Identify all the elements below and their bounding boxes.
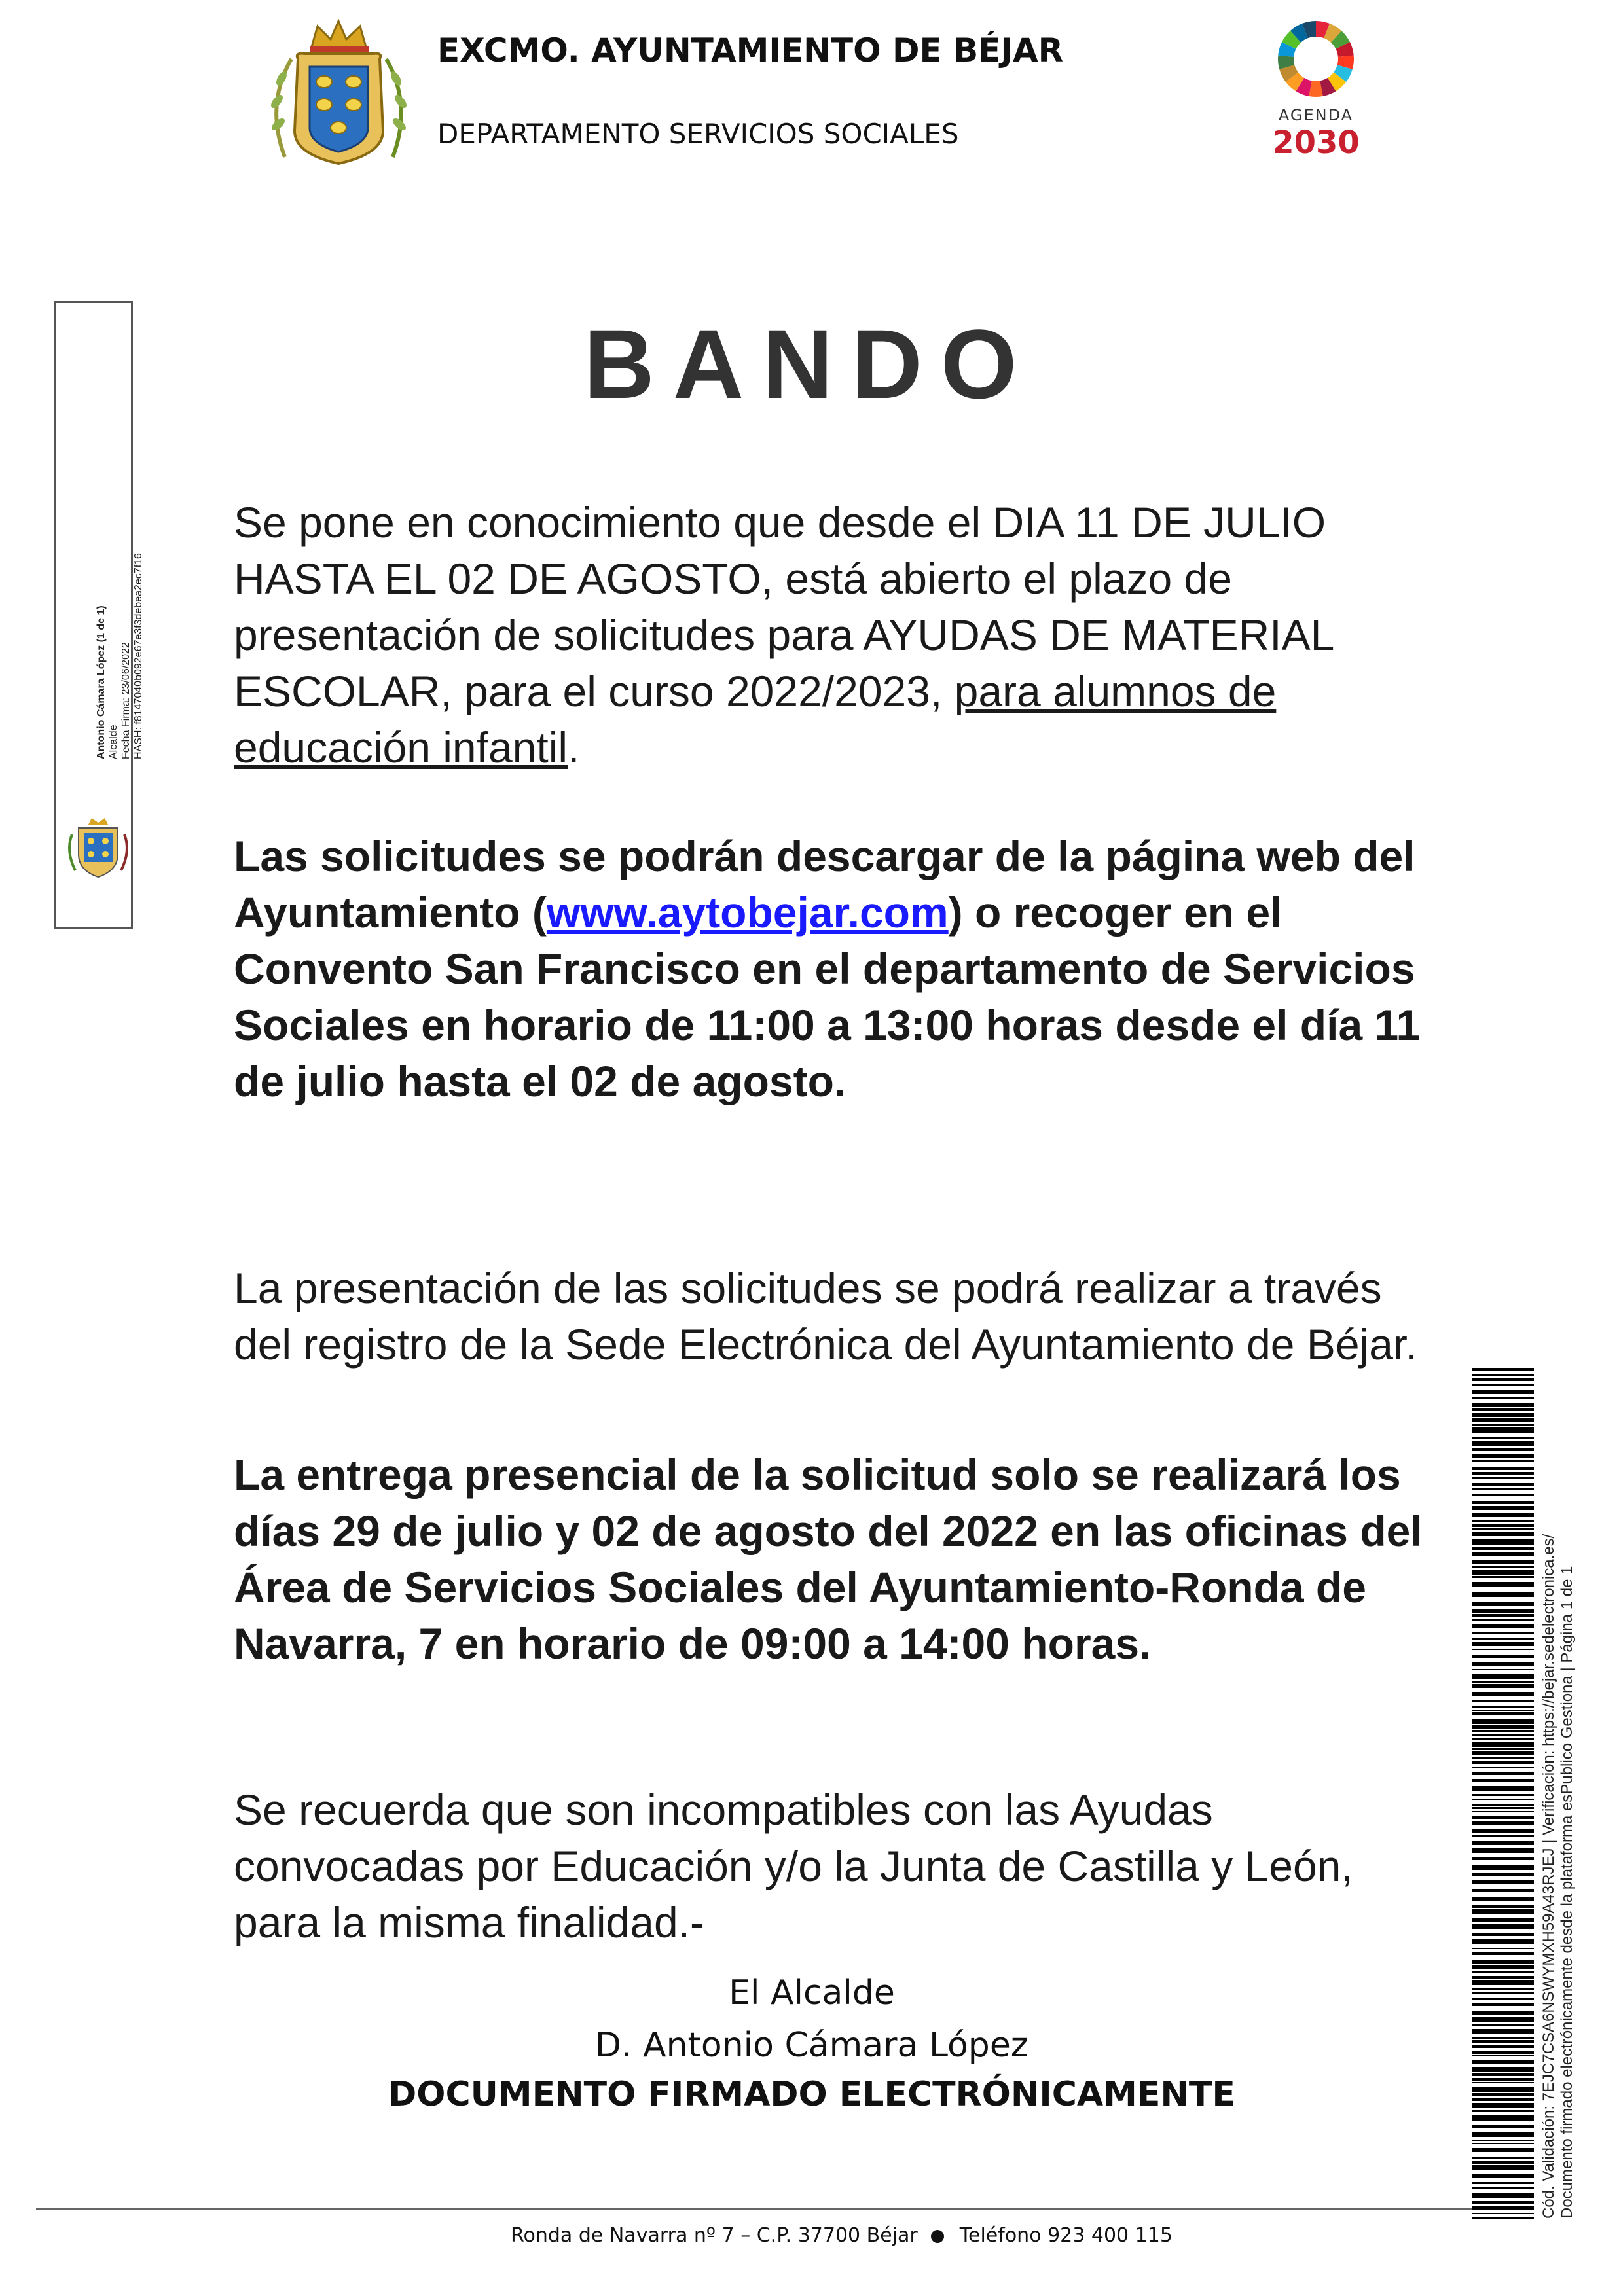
barcode-bar	[1472, 1905, 1534, 1908]
barcode-bar	[1472, 2165, 1534, 2170]
barcode-bar	[1472, 1528, 1534, 1530]
barcode-bar	[1472, 2055, 1534, 2056]
barcode-bar	[1472, 1725, 1534, 1729]
barcode-bar	[1472, 1873, 1534, 1876]
barcode-bar	[1472, 2193, 1534, 2198]
barcode-bar	[1472, 1448, 1534, 1451]
signature-crest-icon	[62, 815, 134, 880]
barcode-bar	[1472, 1662, 1534, 1666]
barcode-bar	[1472, 2073, 1534, 2076]
barcode-bar	[1472, 1761, 1534, 1764]
download-text-end: ) o recoger en el Convento San Francisco en el departamento de Servicios Sociales en horario de 11:00 a 13:00 horas desde el día 11 de julio hasta el 02 de agosto.	[234, 888, 1421, 1105]
barcode-bar	[1472, 2132, 1534, 2137]
barcode-bar	[1472, 1841, 1534, 1845]
agenda-2030-logo	[1264, 20, 1368, 161]
barcode-bar	[1472, 1681, 1534, 1683]
barcode-bar	[1472, 1816, 1534, 1819]
announcement-text: Se pone en conocimiento que desde el DIA 11 DE JULIO HASTA EL 02 DE AGOSTO, está abierto el plazo de presentación de solicitudes para AYUDAS DE MATERIAL ESCOLAR, para el curso 2022/2023,	[234, 498, 1333, 715]
barcode-bar	[1472, 1638, 1534, 1640]
barcode-bar	[1472, 1460, 1534, 1462]
barcode-bar	[1472, 1397, 1534, 1399]
paragraph-download	[234, 828, 1432, 1109]
barcode-bar	[1472, 1992, 1534, 1994]
barcode-bar	[1472, 1424, 1534, 1426]
barcode-bar	[1472, 1971, 1534, 1973]
barcode-bar	[1472, 1614, 1534, 1617]
barcode-bar	[1472, 1807, 1534, 1809]
barcode-bar	[1472, 1539, 1534, 1545]
header-subtitle: DEPARTAMENTO SERVICIOS SOCIALES	[437, 118, 959, 150]
barcode-bar	[1472, 2037, 1534, 2039]
barcode-bar	[1472, 1829, 1534, 1833]
barcode-bar	[1472, 1998, 1534, 2000]
barcode-bar	[1472, 1624, 1534, 1628]
barcode-bar	[1472, 2213, 1534, 2214]
barcode-bar	[1472, 1488, 1534, 1490]
footer	[511, 2224, 1173, 2247]
barcode-bar	[1472, 1602, 1534, 1606]
validation-text	[1540, 1534, 1576, 2219]
footer-divider	[36, 2208, 1489, 2210]
barcode-bar	[1472, 1889, 1534, 1892]
barcode-bar	[1472, 1980, 1534, 1985]
barcode-bar	[1472, 1772, 1534, 1775]
barcode-bar	[1472, 1848, 1534, 1853]
barcode-bar	[1472, 1767, 1534, 1768]
announcement-end: .	[568, 723, 580, 772]
barcode-bar	[1472, 1748, 1534, 1750]
barcode-bar	[1472, 1390, 1534, 1394]
footer-address: Ronda de Navarra nº 7 – C.P. 37700 Béjar	[511, 2224, 918, 2247]
validation-line-1: Cód. Validación: 7EJC7CSA6NSWYMXH59A43RJEJ | Verificación: https://bejar.sedelectronica.es/	[1540, 1534, 1557, 2219]
barcode-bar	[1472, 1712, 1534, 1715]
barcode-bar	[1472, 1378, 1534, 1381]
barcode-bar	[1472, 2051, 1534, 2054]
barcode-bar	[1472, 2140, 1534, 2141]
barcode-bar	[1472, 1933, 1534, 1936]
barcode-bar	[1472, 2157, 1534, 2159]
signer-name: Antonio Cámara López (1 de 1)	[96, 605, 107, 759]
paragraph-announcement	[234, 494, 1432, 776]
barcode-bar	[1472, 2024, 1534, 2026]
signer-role: Alcalde	[108, 725, 119, 759]
barcode-bar	[1472, 1804, 1534, 1806]
barcode-bar	[1472, 2003, 1534, 2006]
barcode-bar	[1472, 1684, 1534, 1688]
footer-phone: Teléfono 923 400 115	[959, 2224, 1173, 2247]
barcode-bar	[1472, 1494, 1534, 1496]
paragraph-in-person-submission: La entrega presencial de la solicitud solo se realizará los días 29 de julio y 02 de agosto del 2022 en las oficinas del Área de Servicios Sociales del Ayuntamiento-Ronda de Navarra, 7 en horario de 09:00 a 14:00 horas.	[234, 1450, 1423, 1668]
barcode-bar	[1472, 2161, 1534, 2164]
barcode-bar	[1472, 2078, 1534, 2081]
barcode-bar	[1472, 1700, 1534, 1702]
signature-role: El Alcalde	[729, 1973, 895, 2013]
barcode-bar	[1472, 1779, 1534, 1782]
barcode-bar	[1472, 1794, 1534, 1796]
signature-hash: HASH: f8147040b092e67e3f3debea2ec7f16	[133, 553, 144, 759]
barcode-bar	[1472, 1427, 1534, 1433]
barcode-bar	[1472, 1751, 1534, 1755]
barcode-bar	[1472, 1477, 1534, 1479]
barcode-bar	[1472, 2217, 1534, 2219]
barcode-bar	[1472, 1513, 1534, 1517]
barcode-bar	[1472, 1948, 1534, 1949]
barcode-bar	[1472, 1592, 1534, 1597]
barcode-bar	[1472, 1441, 1534, 1446]
barcode-bar	[1472, 2060, 1534, 2064]
barcode-bar	[1472, 2082, 1534, 2083]
paragraph-electronic-submission: La presentación de las solicitudes se podrá realizar a través del registro de la Sede Electrónica del Ayuntamiento de Béjar.	[234, 1264, 1417, 1369]
barcode-bar	[1472, 1576, 1534, 1578]
barcode-bar	[1472, 1952, 1534, 1955]
barcode-bar	[1472, 1918, 1534, 1922]
barcode-bar	[1472, 1642, 1534, 1646]
barcode-bar	[1472, 2103, 1534, 2108]
barcode-bar	[1472, 1710, 1534, 1711]
barcode-bar	[1472, 2093, 1534, 2096]
barcode-bar	[1472, 1418, 1534, 1422]
signature-date: Fecha Firma: 23/06/2022	[120, 642, 132, 759]
barcode-bar	[1472, 1960, 1534, 1964]
barcode-bar	[1472, 1368, 1534, 1371]
agenda-word: AGENDA	[1278, 106, 1354, 124]
barcode-bar	[1472, 1483, 1534, 1486]
barcode-bar	[1472, 1742, 1534, 1747]
barcode-bar	[1472, 2143, 1534, 2144]
barcode-bar	[1472, 1880, 1534, 1884]
barcode-bar	[1472, 1786, 1534, 1791]
bullet-icon	[931, 2230, 944, 2243]
barcode-bar	[1472, 2148, 1534, 2152]
barcode-bar	[1472, 1408, 1534, 1411]
barcode-bar	[1472, 1582, 1534, 1587]
barcode-bar	[1472, 2110, 1534, 2112]
download-text-start: Las solicitudes se podrán descargar de la página web del Ayuntamiento (	[234, 832, 1415, 937]
barcode-bar	[1472, 1454, 1534, 1458]
barcode-bar	[1472, 1524, 1534, 1527]
website-link[interactable]: www.aytobejar.com	[546, 888, 949, 937]
barcode-bar	[1472, 2029, 1534, 2034]
barcode-bar	[1472, 1520, 1534, 1522]
barcode-bar	[1472, 1706, 1534, 1708]
barcode-bar	[1472, 2125, 1534, 2128]
barcode-bar	[1472, 1472, 1534, 1475]
barcode-bar	[1472, 2206, 1534, 2210]
barcode-bar	[1472, 1799, 1534, 1800]
barcode-bar	[1472, 1692, 1534, 1696]
barcode-bar	[1472, 1757, 1534, 1759]
barcode-bar	[1472, 1909, 1534, 1914]
barcode-bar	[1472, 1501, 1534, 1504]
barcode-bar	[1472, 1835, 1534, 1837]
municipal-crest-logo	[259, 13, 419, 173]
signature-name: D. Antonio Cámara López	[594, 2026, 1029, 2065]
barcode-bar	[1472, 1988, 1534, 1990]
barcode-bar	[1472, 1821, 1534, 1825]
barcode-bar	[1472, 1403, 1534, 1407]
barcode-bar	[1472, 1552, 1534, 1556]
barcode-bar	[1472, 1384, 1534, 1386]
barcode-bar	[1472, 2115, 1534, 2121]
barcode-bar	[1472, 1669, 1534, 1670]
barcode-bar	[1472, 1734, 1534, 1736]
barcode-bar	[1472, 1965, 1534, 1969]
agenda-year: 2030	[1272, 124, 1360, 161]
barcode-bar	[1472, 2067, 1534, 2072]
sdg-wheel-icon	[1277, 20, 1355, 98]
validation-line-2: Documento firmado electrónicamente desde la plataforma esPublico Gestiona | Página 1 de 1	[1558, 1566, 1576, 2219]
barcode-bar	[1472, 1655, 1534, 1658]
page-title: BANDO	[583, 309, 1036, 419]
barcode-bar	[1472, 2011, 1534, 2015]
barcode-bar	[1472, 1570, 1534, 1575]
signature-note: DOCUMENTO FIRMADO ELECTRÓNICAMENTE	[388, 2075, 1235, 2114]
barcode-bar	[1472, 1547, 1534, 1550]
barcode-bar	[1472, 2040, 1534, 2043]
barcode-bar	[1472, 2045, 1534, 2048]
barcode-bar	[1472, 1649, 1534, 1650]
barcode-bar	[1472, 1437, 1534, 1439]
barcode-bar	[1472, 1566, 1534, 1568]
barcode-bar	[1472, 1674, 1534, 1679]
barcode-bar	[1472, 2182, 1534, 2184]
barcode-bar	[1472, 2098, 1534, 2101]
barcode-bar	[1472, 1811, 1534, 1812]
barcode-bar	[1472, 1506, 1534, 1510]
barcode-bar	[1472, 1730, 1534, 1732]
barcode-bar	[1472, 1719, 1534, 1724]
barcode-bar	[1472, 1857, 1534, 1860]
barcode-bar	[1472, 1632, 1534, 1634]
barcode-bar	[1472, 1609, 1534, 1613]
barcode-bar	[1472, 1738, 1534, 1740]
barcode-bar	[1472, 2087, 1534, 2092]
barcode-bar	[1472, 1374, 1534, 1376]
barcode-bar	[1472, 2174, 1534, 2178]
barcode-bar	[1472, 1976, 1534, 1979]
header-title: EXCMO. AYUNTAMIENTO DE BÉJAR	[437, 31, 1064, 69]
barcode-bar	[1472, 1897, 1534, 1901]
barcode-bar	[1472, 1532, 1534, 1536]
barcode-bar	[1472, 1467, 1534, 1470]
barcode-bar	[1472, 1619, 1534, 1621]
barcode-bar	[1472, 2017, 1534, 2022]
barcode-bar	[1472, 2201, 1534, 2204]
barcode-bar	[1472, 1865, 1534, 1870]
barcode-bar	[1472, 1560, 1534, 1564]
barcode-bar	[1472, 1924, 1534, 1929]
barcode-bar	[1472, 1413, 1534, 1417]
announcement-underlined: para alumnos de educación infantil	[234, 667, 1277, 772]
barcode-bar	[1472, 2187, 1534, 2189]
paragraph-incompatibility: Se recuerda que son incompatibles con las Ayudas convocadas por Educación y/o la Junta de Castilla y León, para la misma finalidad.-	[234, 1785, 1353, 1946]
barcode-bar	[1472, 1939, 1534, 1944]
